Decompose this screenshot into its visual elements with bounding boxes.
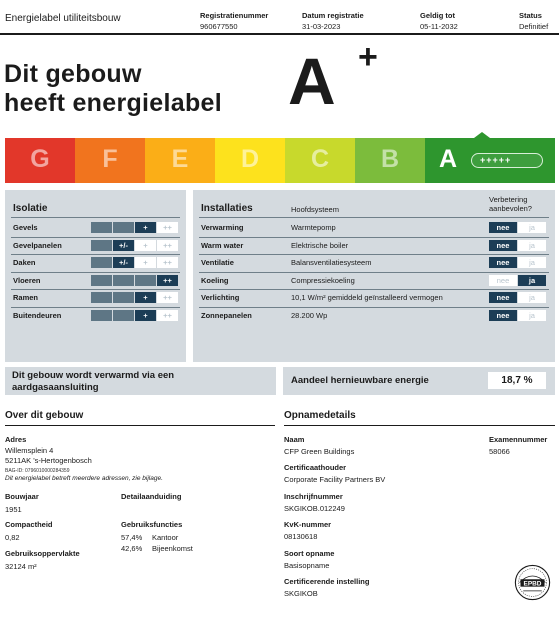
recommendation-yes: ja <box>518 310 546 321</box>
epbd-seal-text: EPBD <box>523 580 542 588</box>
recommendation-no: nee <box>489 292 517 303</box>
installation-row-value: Balansventilatiesysteem <box>291 258 372 267</box>
building-section-title: Over dit gebouw <box>5 410 84 421</box>
renewable-energy-bar <box>283 367 555 395</box>
insulation-rating-cell <box>135 275 156 286</box>
valid-until-label: Geldig tot <box>420 11 455 20</box>
recommendation-no: nee <box>489 310 517 321</box>
gas-notice-text <box>12 370 174 394</box>
compactness-label: Compactheid <box>5 520 53 529</box>
installation-row-value: 10,1 W/m² gemiddeld geïnstalleerd vermogen <box>291 293 443 302</box>
divider <box>199 217 549 218</box>
insulation-rating-cell: + <box>135 292 156 303</box>
recommendation-yes: ja <box>518 222 546 233</box>
certificate-holder-label: Certificaathouder <box>284 463 347 472</box>
installation-row-label: Koeling <box>201 275 229 285</box>
divider <box>199 254 549 255</box>
compactness-value: 0,82 <box>5 533 20 542</box>
certifying-body-label: Certificerende instelling <box>284 577 370 586</box>
page-title <box>4 60 222 118</box>
insulation-rating-cell: ++ <box>157 222 178 233</box>
insulation-rating-cell <box>91 222 112 233</box>
insulation-rating-cell: ++ <box>157 257 178 268</box>
improvement-header <box>489 195 532 213</box>
insulation-row-label: Ramen <box>13 293 39 302</box>
insulation-rating-cell: ++ <box>157 310 178 321</box>
energy-class-letter: D <box>240 145 260 173</box>
divider <box>199 237 549 238</box>
insulation-title: Isolatie <box>13 203 48 214</box>
recommendation-no: nee <box>489 240 517 251</box>
usage-function-pct: 57,4% <box>121 533 143 542</box>
energy-class-e <box>145 138 215 183</box>
insulation-rating-cell: +/- <box>113 257 134 268</box>
floor-area-value: 32124 m² <box>5 562 37 571</box>
recommendation-yes: ja <box>518 275 546 286</box>
divider <box>11 237 180 238</box>
valid-until-field <box>420 10 458 32</box>
divider <box>284 425 555 426</box>
insulation-rating-cell <box>91 275 112 286</box>
insulation-rating-cell: + <box>135 222 156 233</box>
insulation-rating-cell <box>91 310 112 321</box>
survey-section-title: Opnamedetails <box>284 410 356 421</box>
usage-function-name: Bijeenkomst <box>152 544 193 553</box>
energy-class-d <box>215 138 285 183</box>
gas-connection-notice <box>5 367 276 395</box>
energy-label-letter: A <box>288 44 335 118</box>
usage-function-pct: 42,6% <box>121 544 143 553</box>
installation-row-value: Warmtepomp <box>291 223 336 232</box>
installations-panel <box>193 190 555 362</box>
recommendation-yes: ja <box>518 240 546 251</box>
improvement-header-line-2: aanbevolen? <box>489 204 532 213</box>
insulation-row-label: Vloeren <box>13 275 41 285</box>
multiple-addresses-note: Dit energielabel betreft meerdere adressen, zie bijlage. <box>5 475 163 482</box>
installation-row-value: Compressiekoeling <box>291 275 355 285</box>
valid-until-value: 05-11-2032 <box>420 22 458 31</box>
registration-id-value: SKGIKOB.012249 <box>284 504 345 513</box>
construction-year-label: Bouwjaar <box>5 492 39 501</box>
divider <box>199 307 549 308</box>
address-line-2: 5211AK 's-Hertogenbosch <box>5 456 92 465</box>
recommendation-no: nee <box>489 222 517 233</box>
document-title: Energielabel utiliteitsbouw <box>5 13 121 24</box>
energy-class-b <box>355 138 425 183</box>
insulation-rating-cell: +/- <box>113 240 134 251</box>
gas-notice-line-2: aardgasaansluiting <box>12 382 99 393</box>
installation-row-label: Zonnepanelen <box>201 310 252 320</box>
insulation-rating-cell <box>113 222 134 233</box>
detail-label: Detailaanduiding <box>121 492 182 501</box>
registration-id-label: Inschrijfnummer <box>284 492 343 501</box>
energy-class-f <box>75 138 145 183</box>
status-value: Definitief <box>519 22 549 31</box>
renewable-energy-value: 18,7 % <box>488 372 546 389</box>
exam-number-label: Examennummer <box>489 435 548 444</box>
energy-class-a <box>425 138 555 183</box>
construction-year-value: 1951 <box>5 505 22 514</box>
assessor-name-label: Naam <box>284 435 305 444</box>
divider <box>11 272 180 273</box>
kvk-value: 08130618 <box>284 532 318 541</box>
insulation-row-label: Buitendeuren <box>13 310 62 320</box>
certifying-body-value: SKGIKOB <box>284 589 318 598</box>
insulation-row-label: Daken <box>13 258 36 267</box>
improvement-header-line-1: Verbetering <box>489 195 528 204</box>
insulation-panel <box>5 190 186 362</box>
active-class-pill: +++++ <box>471 153 543 168</box>
insulation-rating-cell <box>91 240 112 251</box>
kvk-label: KvK-nummer <box>284 520 332 529</box>
energy-class-g <box>5 138 75 183</box>
energy-class-c <box>285 138 355 183</box>
insulation-rating-cell: + <box>135 310 156 321</box>
insulation-rating-cell: + <box>135 240 156 251</box>
registration-number-field <box>200 10 268 32</box>
floor-area-label: Gebruiksoppervlakte <box>5 549 80 558</box>
insulation-rating-cell: ++ <box>157 240 178 251</box>
energy-class-letter: B <box>380 145 400 173</box>
divider <box>11 254 180 255</box>
usage-functions-label: Gebruiksfuncties <box>121 520 183 529</box>
gas-notice-line-1: Dit gebouw wordt verwarmd via een <box>12 370 175 381</box>
energy-class-letter: G <box>30 145 50 173</box>
survey-type-label: Soort opname <box>284 549 335 558</box>
status-field <box>519 10 548 32</box>
address-line-1: Willemsplein 4 <box>5 446 54 455</box>
recommendation-no: nee <box>489 257 517 268</box>
renewable-energy-label: Aandeel hernieuwbare energie <box>291 375 429 386</box>
insulation-rating-cell <box>113 292 134 303</box>
installation-row-label: Verlichting <box>201 293 240 302</box>
energy-class-letter: E <box>171 145 189 173</box>
insulation-row-label: Gevelpanelen <box>13 240 62 250</box>
registration-number-label: Registratienummer <box>200 11 269 20</box>
recommendation-yes: ja <box>518 292 546 303</box>
divider <box>11 307 180 308</box>
energy-label-plus: + <box>358 38 377 76</box>
insulation-rating-cell <box>91 292 112 303</box>
insulation-rating-cell <box>91 257 112 268</box>
epbd-seal-icon <box>514 564 551 601</box>
address-label: Adres <box>5 435 27 444</box>
installation-row-label: Verwarming <box>201 223 244 232</box>
divider <box>11 289 180 290</box>
usage-function-item <box>121 533 142 542</box>
survey-type-value: Basisopname <box>284 561 330 570</box>
installation-row-label: Ventilatie <box>201 258 234 267</box>
recommendation-no: nee <box>489 275 517 286</box>
divider <box>5 425 275 426</box>
divider <box>199 272 549 273</box>
energy-class-letter: A <box>439 145 458 173</box>
insulation-rating-cell: + <box>135 257 156 268</box>
installation-row-label: Warm water <box>201 240 244 250</box>
energy-label-badge <box>288 38 377 118</box>
insulation-rating-cell <box>113 310 134 321</box>
usage-function-name: Kantoor <box>152 533 179 542</box>
bag-id: BAG-ID: 0796010000284359 <box>5 468 70 474</box>
divider <box>11 217 180 218</box>
installation-row-value: 28.200 Wp <box>291 310 328 320</box>
insulation-rating-cell: ++ <box>157 292 178 303</box>
registration-date-field <box>302 10 364 32</box>
registration-date-label: Datum registratie <box>302 11 364 20</box>
document-header <box>0 0 559 35</box>
installations-title: Installaties <box>201 203 253 214</box>
usage-function-item <box>121 544 142 553</box>
energy-class-letter: F <box>102 145 118 173</box>
recommendation-yes: ja <box>518 257 546 268</box>
divider <box>199 289 549 290</box>
registration-number-value: 960677550 <box>200 22 238 31</box>
insulation-row-label: Gevels <box>13 223 38 232</box>
assessor-name-value: CFP Green Buildings <box>284 447 355 456</box>
main-system-header: Hoofdsysteem <box>291 205 339 214</box>
page-title-line-2: heeft energielabel <box>4 89 222 117</box>
installation-row-value: Elektrische boiler <box>291 240 349 250</box>
registration-date-value: 31-03-2023 <box>302 22 341 31</box>
insulation-rating-cell <box>113 275 134 286</box>
page-title-line-1: Dit gebouw <box>4 60 142 88</box>
certificate-holder-value: Corporate Facility Partners BV <box>284 475 386 484</box>
exam-number-value: 58066 <box>489 447 510 456</box>
status-label: Status <box>519 11 542 20</box>
insulation-rating-cell: ++ <box>157 275 178 286</box>
energy-class-letter: C <box>310 145 330 173</box>
energy-scale <box>5 138 555 183</box>
